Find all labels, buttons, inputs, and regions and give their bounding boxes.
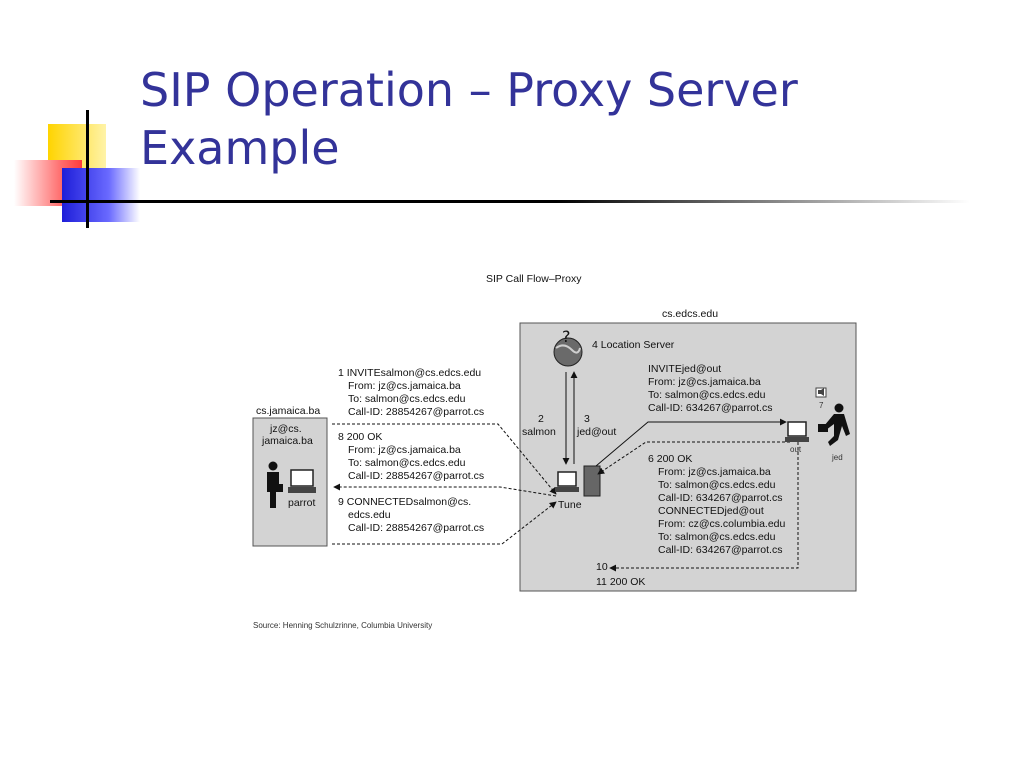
invite-out-line-3: To: salmon@cs.edcs.edu xyxy=(648,389,766,401)
step-8-line-3: To: salmon@cs.edcs.edu xyxy=(348,457,466,469)
decor-vertical-line xyxy=(86,110,89,228)
step-8-line-1: 8 200 OK xyxy=(338,431,383,443)
step-11-label: 11 200 OK xyxy=(596,576,646,588)
svg-text:?: ? xyxy=(562,327,571,346)
step-1-line-1: 1 INVITEsalmon@cs.edcs.edu xyxy=(338,367,482,379)
step-7-label: 7 xyxy=(819,401,824,410)
step-6-line-2: From: jz@cs.jamaica.ba xyxy=(658,466,771,478)
left-user-line-2: jamaica.ba xyxy=(262,435,313,447)
title-underline xyxy=(50,200,970,203)
sip-diagram xyxy=(250,262,870,642)
decor-blue-bar xyxy=(62,168,140,222)
figure-caption: SIP Call Flow–Proxy xyxy=(486,273,582,285)
slide-title xyxy=(140,62,1000,177)
step-2-number: 2 xyxy=(538,413,544,425)
out-host-label: out xyxy=(790,445,802,454)
step-6-line-5: CONNECTEDjed@out xyxy=(658,505,764,517)
left-user-line-1: jz@cs. xyxy=(270,423,302,435)
figure-source: Source: Henning Schulzrinne, Columbia University xyxy=(253,621,433,630)
step-3-label: jed@out xyxy=(577,426,617,438)
step-6-line-6: From: cz@cs.columbia.edu xyxy=(658,518,786,530)
invite-out-line-1: INVITEjed@out xyxy=(648,363,722,375)
step-8-line-2: From: jz@cs.jamaica.ba xyxy=(348,444,461,456)
step-3-number: 3 xyxy=(584,413,590,425)
left-domain-label: cs.jamaica.ba xyxy=(256,405,321,417)
left-host-label: parrot xyxy=(288,497,316,509)
step-8-line-4: Call-ID: 28854267@parrot.cs xyxy=(348,470,485,482)
step-9-line-1: 9 CONNECTEDsalmon@cs. xyxy=(338,496,472,508)
slide-title-line-1: SIP Operation – Proxy Server xyxy=(140,63,798,117)
step-10-label: 10 xyxy=(596,561,608,573)
speaker-icon xyxy=(816,388,826,397)
slide-title-line-2: Example xyxy=(140,120,340,175)
sip-call-flow-figure xyxy=(250,262,870,642)
step-9-line-2: edcs.edu xyxy=(348,509,391,521)
callee-label: jed xyxy=(832,453,843,462)
step-2-label: salmon xyxy=(522,426,556,438)
step-6-line-4: Call-ID: 634267@parrot.cs xyxy=(658,492,783,504)
proxy-host-label: Tune xyxy=(558,499,582,511)
step-6-line-1: 6 200 OK xyxy=(648,453,693,465)
step-6-line-3: To: salmon@cs.edcs.edu xyxy=(658,479,776,491)
parrot-computer-icon xyxy=(288,470,316,493)
right-domain-label: cs.edcs.edu xyxy=(662,308,719,320)
invite-out-line-4: Call-ID: 634267@parrot.cs xyxy=(648,402,773,414)
step-1-line-4: Call-ID: 28854267@parrot.cs xyxy=(348,406,485,418)
out-host-computer-icon xyxy=(785,422,809,442)
step-6-line-7: To: salmon@cs.edcs.edu xyxy=(658,531,776,543)
step-9-line-3: Call-ID: 28854267@parrot.cs xyxy=(348,522,485,534)
location-server-label: 4 Location Server xyxy=(592,339,675,351)
step-6-line-8: Call-ID: 634267@parrot.cs xyxy=(658,544,783,556)
invite-out-line-2: From: jz@cs.jamaica.ba xyxy=(648,376,761,388)
step-1-line-2: From: jz@cs.jamaica.ba xyxy=(348,380,461,392)
step-1-line-3: To: salmon@cs.edcs.edu xyxy=(348,393,466,405)
